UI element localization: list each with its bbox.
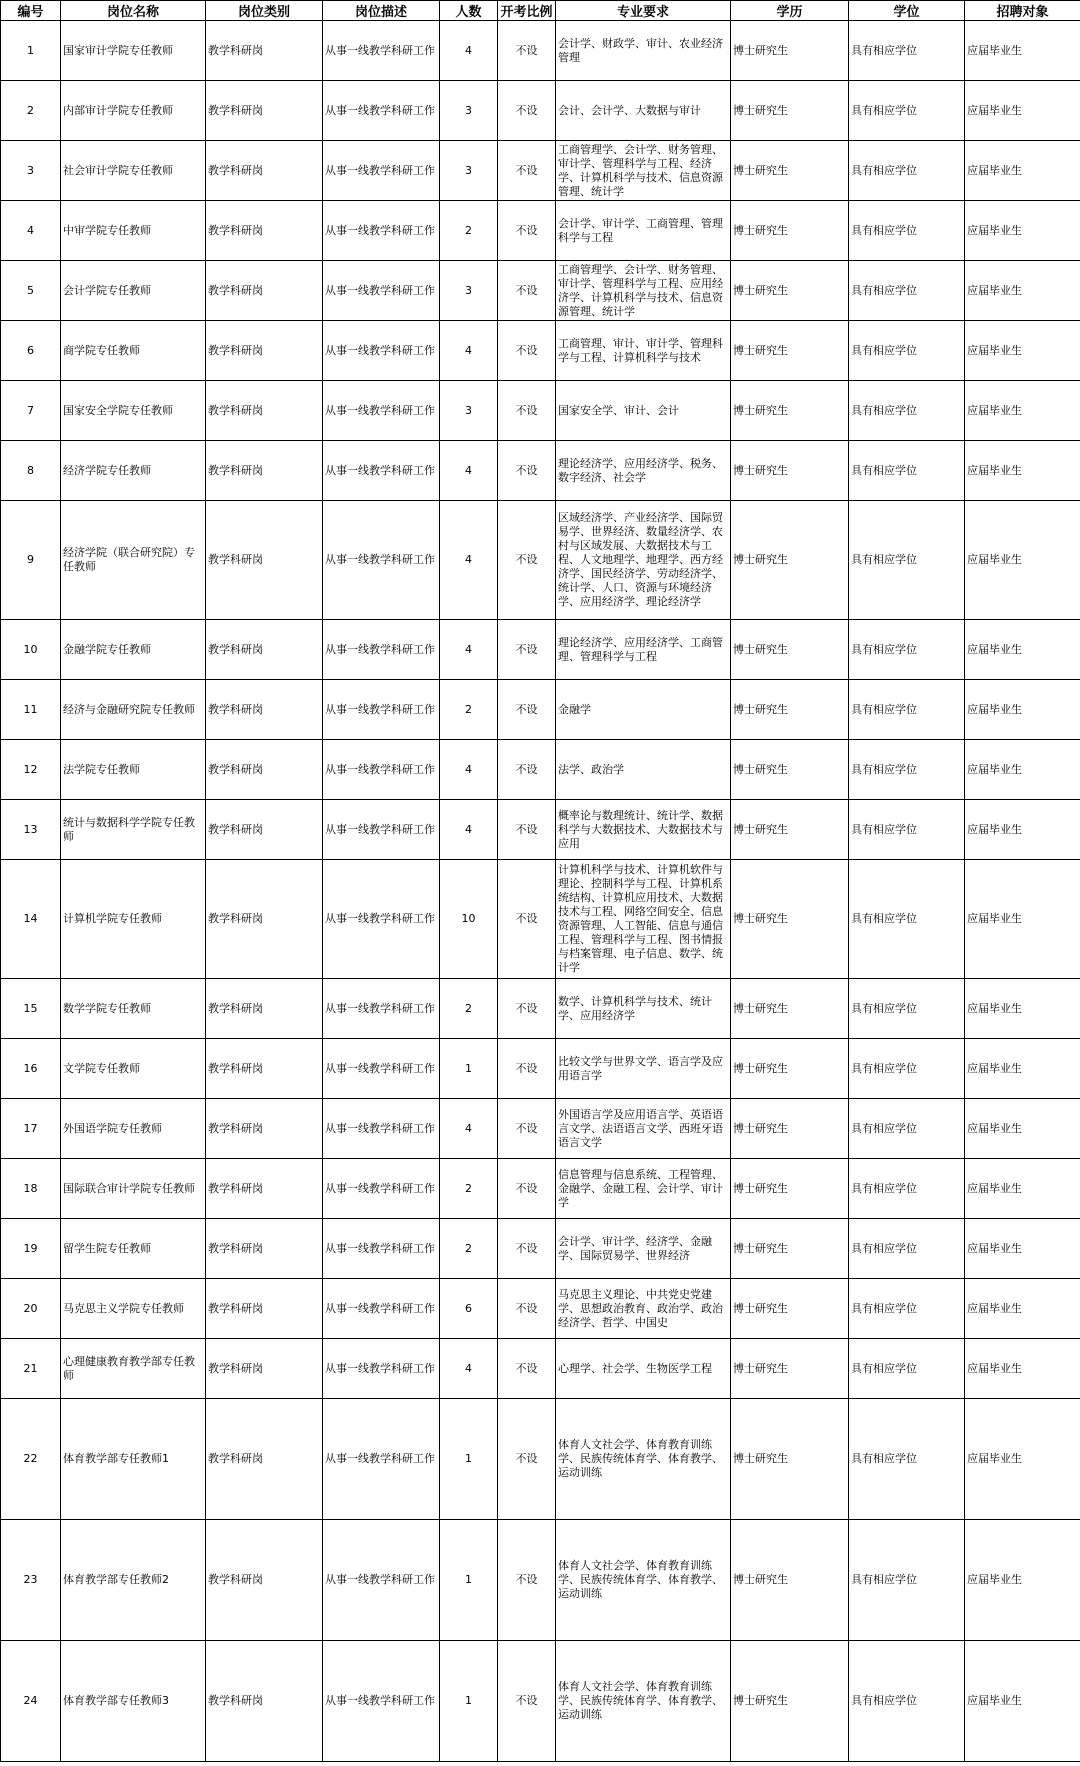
cell-no: 13 <box>1 800 61 860</box>
cell-degree: 具有相应学位 <box>849 501 965 620</box>
cell-no: 21 <box>1 1339 61 1399</box>
cell-category: 教学科研岗 <box>206 620 323 680</box>
cell-target: 应届毕业生 <box>965 800 1080 860</box>
cell-count: 2 <box>440 1219 498 1279</box>
cell-degree: 具有相应学位 <box>849 1520 965 1641</box>
cell-description: 从事一线教学科研工作 <box>323 141 440 201</box>
cell-no: 2 <box>1 81 61 141</box>
cell-major: 工商管理学、会计学、财务管理、审计学、管理科学与工程、经济学、计算机科学与技术、信息资源管理、统计学 <box>556 141 731 201</box>
cell-ratio: 不设 <box>498 141 556 201</box>
cell-no: 16 <box>1 1039 61 1099</box>
cell-degree: 具有相应学位 <box>849 1159 965 1219</box>
header-count: 人数 <box>440 1 498 21</box>
cell-education: 博士研究生 <box>731 201 849 261</box>
cell-description: 从事一线教学科研工作 <box>323 740 440 800</box>
cell-education: 博士研究生 <box>731 1159 849 1219</box>
cell-count: 1 <box>440 1520 498 1641</box>
cell-count: 4 <box>440 21 498 81</box>
cell-count: 3 <box>440 141 498 201</box>
cell-name: 法学院专任教师 <box>61 740 206 800</box>
cell-education: 博士研究生 <box>731 1039 849 1099</box>
cell-name: 金融学院专任教师 <box>61 620 206 680</box>
cell-target: 应届毕业生 <box>965 1099 1080 1159</box>
cell-description: 从事一线教学科研工作 <box>323 1339 440 1399</box>
cell-category: 教学科研岗 <box>206 81 323 141</box>
cell-count: 1 <box>440 1399 498 1520</box>
cell-education: 博士研究生 <box>731 261 849 321</box>
table-row <box>1 860 1080 979</box>
cell-category: 教学科研岗 <box>206 740 323 800</box>
cell-count: 4 <box>440 441 498 501</box>
cell-description: 从事一线教学科研工作 <box>323 680 440 740</box>
cell-education: 博士研究生 <box>731 321 849 381</box>
header-target: 招聘对象 <box>965 1 1080 21</box>
cell-major: 比较文学与世界文学、语言学及应用语言学 <box>556 1039 731 1099</box>
cell-major: 工商管理、审计、审计学、管理科学与工程、计算机科学与技术 <box>556 321 731 381</box>
cell-name: 国家安全学院专任教师 <box>61 381 206 441</box>
header-major: 专业要求 <box>556 1 731 21</box>
table-row <box>1 680 1080 740</box>
cell-description: 从事一线教学科研工作 <box>323 1039 440 1099</box>
cell-count: 2 <box>440 680 498 740</box>
table-row <box>1 620 1080 680</box>
cell-major: 体育人文社会学、体育教育训练学、民族传统体育学、体育教学、运动训练 <box>556 1641 731 1762</box>
table-row <box>1 1219 1080 1279</box>
header-degree: 学位 <box>849 1 965 21</box>
cell-major: 会计学、审计学、工商管理、管理科学与工程 <box>556 201 731 261</box>
table-row <box>1 1641 1080 1762</box>
table-row <box>1 800 1080 860</box>
cell-description: 从事一线教学科研工作 <box>323 860 440 979</box>
cell-no: 15 <box>1 979 61 1039</box>
cell-name: 数学学院专任教师 <box>61 979 206 1039</box>
cell-education: 博士研究生 <box>731 800 849 860</box>
cell-name: 国家审计学院专任教师 <box>61 21 206 81</box>
cell-name: 体育教学部专任教师1 <box>61 1399 206 1520</box>
cell-no: 8 <box>1 441 61 501</box>
table-row <box>1 201 1080 261</box>
cell-category: 教学科研岗 <box>206 1039 323 1099</box>
table-row <box>1 1279 1080 1339</box>
cell-target: 应届毕业生 <box>965 81 1080 141</box>
cell-category: 教学科研岗 <box>206 261 323 321</box>
cell-education: 博士研究生 <box>731 141 849 201</box>
cell-count: 4 <box>440 1339 498 1399</box>
cell-target: 应届毕业生 <box>965 1641 1080 1762</box>
cell-no: 14 <box>1 860 61 979</box>
cell-name: 经济与金融研究院专任教师 <box>61 680 206 740</box>
cell-category: 教学科研岗 <box>206 321 323 381</box>
cell-category: 教学科研岗 <box>206 21 323 81</box>
cell-count: 4 <box>440 800 498 860</box>
cell-count: 3 <box>440 381 498 441</box>
cell-description: 从事一线教学科研工作 <box>323 1219 440 1279</box>
cell-major: 理论经济学、应用经济学、税务、数字经济、社会学 <box>556 441 731 501</box>
cell-category: 教学科研岗 <box>206 501 323 620</box>
table-row <box>1 21 1080 81</box>
cell-no: 11 <box>1 680 61 740</box>
cell-name: 经济学院专任教师 <box>61 441 206 501</box>
cell-category: 教学科研岗 <box>206 1279 323 1339</box>
cell-ratio: 不设 <box>498 1039 556 1099</box>
cell-ratio: 不设 <box>498 1279 556 1339</box>
cell-count: 4 <box>440 501 498 620</box>
cell-ratio: 不设 <box>498 381 556 441</box>
cell-category: 教学科研岗 <box>206 1641 323 1762</box>
cell-name: 内部审计学院专任教师 <box>61 81 206 141</box>
cell-major: 工商管理学、会计学、财务管理、审计学、管理科学与工程、应用经济学、计算机科学与技术、信息资源管理、统计学 <box>556 261 731 321</box>
cell-ratio: 不设 <box>498 321 556 381</box>
cell-target: 应届毕业生 <box>965 1219 1080 1279</box>
cell-category: 教学科研岗 <box>206 979 323 1039</box>
cell-degree: 具有相应学位 <box>849 1339 965 1399</box>
cell-no: 5 <box>1 261 61 321</box>
cell-count: 2 <box>440 1159 498 1219</box>
cell-category: 教学科研岗 <box>206 141 323 201</box>
cell-count: 4 <box>440 321 498 381</box>
cell-description: 从事一线教学科研工作 <box>323 321 440 381</box>
cell-degree: 具有相应学位 <box>849 800 965 860</box>
table-row <box>1 321 1080 381</box>
cell-major: 数学、计算机科学与技术、统计学、应用经济学 <box>556 979 731 1039</box>
cell-education: 博士研究生 <box>731 441 849 501</box>
cell-education: 博士研究生 <box>731 1099 849 1159</box>
cell-count: 2 <box>440 979 498 1039</box>
cell-description: 从事一线教学科研工作 <box>323 620 440 680</box>
table-row <box>1 1520 1080 1641</box>
cell-degree: 具有相应学位 <box>849 1641 965 1762</box>
cell-description: 从事一线教学科研工作 <box>323 800 440 860</box>
cell-ratio: 不设 <box>498 740 556 800</box>
cell-no: 23 <box>1 1520 61 1641</box>
cell-degree: 具有相应学位 <box>849 1219 965 1279</box>
cell-name: 文学院专任教师 <box>61 1039 206 1099</box>
cell-no: 19 <box>1 1219 61 1279</box>
cell-education: 博士研究生 <box>731 680 849 740</box>
cell-no: 7 <box>1 381 61 441</box>
cell-description: 从事一线教学科研工作 <box>323 201 440 261</box>
cell-description: 从事一线教学科研工作 <box>323 979 440 1039</box>
cell-description: 从事一线教学科研工作 <box>323 1520 440 1641</box>
cell-description: 从事一线教学科研工作 <box>323 21 440 81</box>
cell-ratio: 不设 <box>498 1520 556 1641</box>
cell-education: 博士研究生 <box>731 1279 849 1339</box>
cell-target: 应届毕业生 <box>965 680 1080 740</box>
cell-degree: 具有相应学位 <box>849 860 965 979</box>
cell-major: 马克思主义理论、中共党史党建学、思想政治教育、政治学、政治经济学、哲学、中国史 <box>556 1279 731 1339</box>
cell-category: 教学科研岗 <box>206 1339 323 1399</box>
cell-count: 1 <box>440 1641 498 1762</box>
header-name: 岗位名称 <box>61 1 206 21</box>
cell-degree: 具有相应学位 <box>849 1399 965 1520</box>
cell-degree: 具有相应学位 <box>849 441 965 501</box>
cell-education: 博士研究生 <box>731 1641 849 1762</box>
cell-target: 应届毕业生 <box>965 141 1080 201</box>
cell-target: 应届毕业生 <box>965 321 1080 381</box>
cell-description: 从事一线教学科研工作 <box>323 1279 440 1339</box>
cell-education: 博士研究生 <box>731 1339 849 1399</box>
cell-major: 体育人文社会学、体育教育训练学、民族传统体育学、体育教学、运动训练 <box>556 1520 731 1641</box>
cell-count: 1 <box>440 1039 498 1099</box>
header-row <box>1 1 1080 21</box>
cell-ratio: 不设 <box>498 800 556 860</box>
cell-name: 会计学院专任教师 <box>61 261 206 321</box>
cell-education: 博士研究生 <box>731 21 849 81</box>
cell-description: 从事一线教学科研工作 <box>323 1159 440 1219</box>
cell-no: 20 <box>1 1279 61 1339</box>
cell-education: 博士研究生 <box>731 1399 849 1520</box>
cell-education: 博士研究生 <box>731 381 849 441</box>
table-row <box>1 740 1080 800</box>
cell-target: 应届毕业生 <box>965 979 1080 1039</box>
cell-ratio: 不设 <box>498 21 556 81</box>
cell-no: 10 <box>1 620 61 680</box>
cell-category: 教学科研岗 <box>206 680 323 740</box>
cell-target: 应届毕业生 <box>965 620 1080 680</box>
cell-target: 应届毕业生 <box>965 501 1080 620</box>
cell-degree: 具有相应学位 <box>849 381 965 441</box>
cell-no: 3 <box>1 141 61 201</box>
cell-ratio: 不设 <box>498 201 556 261</box>
cell-target: 应届毕业生 <box>965 201 1080 261</box>
cell-target: 应届毕业生 <box>965 441 1080 501</box>
cell-education: 博士研究生 <box>731 1219 849 1279</box>
cell-category: 教学科研岗 <box>206 201 323 261</box>
cell-major: 会计、会计学、大数据与审计 <box>556 81 731 141</box>
cell-target: 应届毕业生 <box>965 1399 1080 1520</box>
cell-major: 国家安全学、审计、会计 <box>556 381 731 441</box>
cell-major: 信息管理与信息系统、工程管理、金融学、金融工程、会计学、审计学 <box>556 1159 731 1219</box>
cell-major: 会计学、审计学、经济学、金融学、国际贸易学、世界经济 <box>556 1219 731 1279</box>
cell-no: 4 <box>1 201 61 261</box>
cell-target: 应届毕业生 <box>965 261 1080 321</box>
cell-degree: 具有相应学位 <box>849 21 965 81</box>
cell-education: 博士研究生 <box>731 501 849 620</box>
cell-education: 博士研究生 <box>731 1520 849 1641</box>
header-education: 学历 <box>731 1 849 21</box>
cell-major: 理论经济学、应用经济学、工商管理、管理科学与工程 <box>556 620 731 680</box>
cell-name: 统计与数据科学学院专任教师 <box>61 800 206 860</box>
cell-ratio: 不设 <box>498 1219 556 1279</box>
cell-name: 社会审计学院专任教师 <box>61 141 206 201</box>
cell-category: 教学科研岗 <box>206 1219 323 1279</box>
cell-major: 金融学 <box>556 680 731 740</box>
cell-count: 6 <box>440 1279 498 1339</box>
cell-ratio: 不设 <box>498 1339 556 1399</box>
cell-major: 心理学、社会学、生物医学工程 <box>556 1339 731 1399</box>
cell-ratio: 不设 <box>498 1399 556 1520</box>
cell-major: 外国语言学及应用语言学、英语语言文学、法语语言文学、西班牙语语言文学 <box>556 1099 731 1159</box>
cell-target: 应届毕业生 <box>965 860 1080 979</box>
cell-target: 应届毕业生 <box>965 1159 1080 1219</box>
cell-target: 应届毕业生 <box>965 1339 1080 1399</box>
cell-degree: 具有相应学位 <box>849 201 965 261</box>
cell-no: 24 <box>1 1641 61 1762</box>
header-category: 岗位类别 <box>206 1 323 21</box>
cell-name: 体育教学部专任教师3 <box>61 1641 206 1762</box>
cell-count: 4 <box>440 1099 498 1159</box>
cell-name: 中审学院专任教师 <box>61 201 206 261</box>
cell-count: 10 <box>440 860 498 979</box>
cell-ratio: 不设 <box>498 81 556 141</box>
cell-name: 经济学院（联合研究院）专任教师 <box>61 501 206 620</box>
cell-name: 外国语学院专任教师 <box>61 1099 206 1159</box>
cell-category: 教学科研岗 <box>206 1099 323 1159</box>
cell-name: 商学院专任教师 <box>61 321 206 381</box>
cell-degree: 具有相应学位 <box>849 620 965 680</box>
cell-count: 4 <box>440 740 498 800</box>
table-row <box>1 1339 1080 1399</box>
cell-name: 体育教学部专任教师2 <box>61 1520 206 1641</box>
cell-category: 教学科研岗 <box>206 1520 323 1641</box>
cell-count: 3 <box>440 81 498 141</box>
cell-name: 心理健康教育教学部专任教师 <box>61 1339 206 1399</box>
table-row <box>1 979 1080 1039</box>
cell-ratio: 不设 <box>498 860 556 979</box>
cell-major: 概率论与数理统计、统计学、数据科学与大数据技术、大数据技术与应用 <box>556 800 731 860</box>
cell-ratio: 不设 <box>498 261 556 321</box>
cell-count: 2 <box>440 201 498 261</box>
cell-category: 教学科研岗 <box>206 800 323 860</box>
table-row <box>1 1399 1080 1520</box>
cell-ratio: 不设 <box>498 979 556 1039</box>
cell-degree: 具有相应学位 <box>849 979 965 1039</box>
cell-category: 教学科研岗 <box>206 1399 323 1520</box>
cell-name: 国际联合审计学院专任教师 <box>61 1159 206 1219</box>
cell-category: 教学科研岗 <box>206 1159 323 1219</box>
cell-education: 博士研究生 <box>731 620 849 680</box>
cell-target: 应届毕业生 <box>965 21 1080 81</box>
cell-education: 博士研究生 <box>731 979 849 1039</box>
header-ratio: 开考比例 <box>498 1 556 21</box>
cell-ratio: 不设 <box>498 1099 556 1159</box>
table-row <box>1 381 1080 441</box>
cell-ratio: 不设 <box>498 1159 556 1219</box>
cell-ratio: 不设 <box>498 680 556 740</box>
cell-description: 从事一线教学科研工作 <box>323 501 440 620</box>
cell-degree: 具有相应学位 <box>849 1099 965 1159</box>
cell-major: 区域经济学、产业经济学、国际贸易学、世界经济、数量经济学、农村与区域发展、大数据技术与工程、人文地理学、地理学、西方经济学、国民经济学、劳动经济学、统计学、人口、资源与环境经济学、应用经济学、理论经济学 <box>556 501 731 620</box>
table-row <box>1 1159 1080 1219</box>
cell-degree: 具有相应学位 <box>849 141 965 201</box>
cell-ratio: 不设 <box>498 1641 556 1762</box>
table-row <box>1 1099 1080 1159</box>
cell-target: 应届毕业生 <box>965 1520 1080 1641</box>
cell-degree: 具有相应学位 <box>849 1279 965 1339</box>
cell-name: 马克思主义学院专任教师 <box>61 1279 206 1339</box>
cell-ratio: 不设 <box>498 441 556 501</box>
cell-no: 12 <box>1 740 61 800</box>
cell-description: 从事一线教学科研工作 <box>323 1099 440 1159</box>
cell-description: 从事一线教学科研工作 <box>323 261 440 321</box>
table-row <box>1 81 1080 141</box>
cell-major: 法学、政治学 <box>556 740 731 800</box>
cell-degree: 具有相应学位 <box>849 81 965 141</box>
cell-category: 教学科研岗 <box>206 381 323 441</box>
cell-degree: 具有相应学位 <box>849 1039 965 1099</box>
header-description: 岗位描述 <box>323 1 440 21</box>
cell-education: 博士研究生 <box>731 81 849 141</box>
cell-major: 体育人文社会学、体育教育训练学、民族传统体育学、体育教学、运动训练 <box>556 1399 731 1520</box>
cell-no: 18 <box>1 1159 61 1219</box>
cell-major: 计算机科学与技术、计算机软件与理论、控制科学与工程、计算机系统结构、计算机应用技术、大数据技术与工程、网络空间安全、信息资源管理、人工智能、信息与通信工程、管理科学与工程、图书情报与档案管理、电子信息、数学、统计学 <box>556 860 731 979</box>
cell-description: 从事一线教学科研工作 <box>323 441 440 501</box>
cell-target: 应届毕业生 <box>965 1039 1080 1099</box>
table-row <box>1 141 1080 201</box>
cell-education: 博士研究生 <box>731 860 849 979</box>
table-row <box>1 261 1080 321</box>
cell-count: 3 <box>440 261 498 321</box>
cell-description: 从事一线教学科研工作 <box>323 81 440 141</box>
cell-major: 会计学、财政学、审计、农业经济管理 <box>556 21 731 81</box>
cell-target: 应届毕业生 <box>965 740 1080 800</box>
header-no: 编号 <box>1 1 61 21</box>
cell-no: 9 <box>1 501 61 620</box>
cell-description: 从事一线教学科研工作 <box>323 1641 440 1762</box>
cell-no: 1 <box>1 21 61 81</box>
cell-degree: 具有相应学位 <box>849 261 965 321</box>
cell-degree: 具有相应学位 <box>849 680 965 740</box>
cell-ratio: 不设 <box>498 620 556 680</box>
cell-category: 教学科研岗 <box>206 860 323 979</box>
cell-target: 应届毕业生 <box>965 1279 1080 1339</box>
cell-education: 博士研究生 <box>731 740 849 800</box>
cell-target: 应届毕业生 <box>965 381 1080 441</box>
table-row <box>1 501 1080 620</box>
cell-ratio: 不设 <box>498 501 556 620</box>
table-row <box>1 1039 1080 1099</box>
cell-description: 从事一线教学科研工作 <box>323 381 440 441</box>
cell-no: 17 <box>1 1099 61 1159</box>
cell-name: 留学生院专任教师 <box>61 1219 206 1279</box>
table-row <box>1 441 1080 501</box>
cell-count: 4 <box>440 620 498 680</box>
cell-description: 从事一线教学科研工作 <box>323 1399 440 1520</box>
cell-no: 22 <box>1 1399 61 1520</box>
cell-category: 教学科研岗 <box>206 441 323 501</box>
cell-no: 6 <box>1 321 61 381</box>
cell-degree: 具有相应学位 <box>849 321 965 381</box>
cell-degree: 具有相应学位 <box>849 740 965 800</box>
cell-name: 计算机学院专任教师 <box>61 860 206 979</box>
